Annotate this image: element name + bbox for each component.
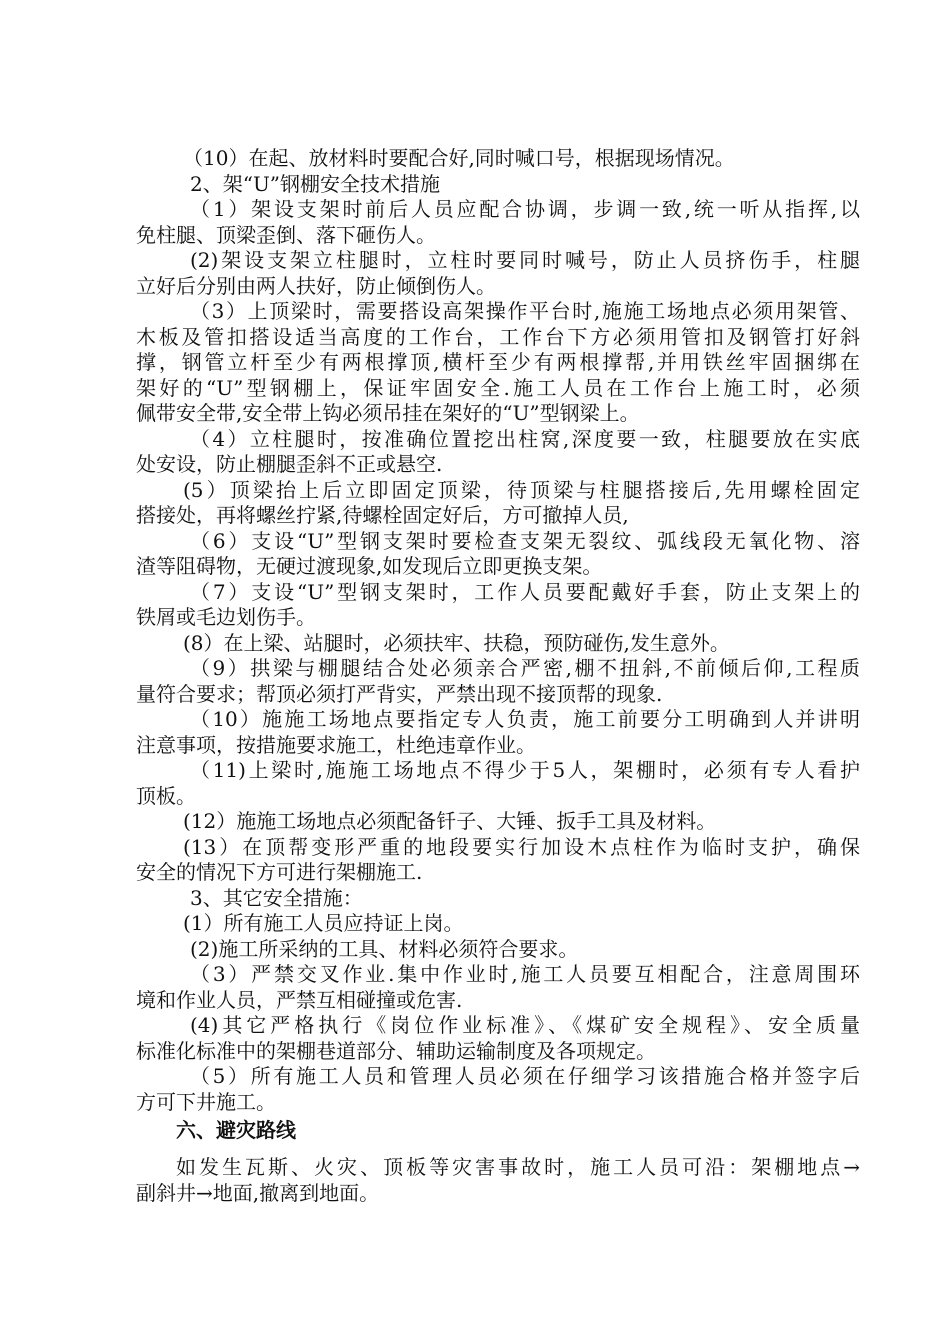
paragraph-line: 顶板。	[136, 783, 196, 808]
paragraph-line: (13）在顶帮变形严重的地段要实行加设木点柱作为临时支护，确保	[183, 834, 860, 859]
section-subheading: 2、架“U”钢棚安全技术措施	[190, 171, 441, 196]
section-heading: 六、避灾路线	[176, 1118, 296, 1142]
paragraph-line: 铁屑或毛边划伤手。	[136, 605, 316, 629]
paragraph-line: （11)上梁时,施施工场地点不得少于5人，架棚时，必须有专人看护	[190, 758, 860, 782]
paragraph-line: (2)架设支架立柱腿时，立柱时要同时喊号，防止人员挤伤手，柱腿	[190, 248, 860, 272]
paragraph-line: （9）拱梁与棚腿结合处必须亲合严密,棚不扭斜,不前倾后仰,工程质	[190, 656, 860, 680]
paragraph-line: 副斜井→地面,撤离到地面。	[136, 1180, 380, 1205]
paragraph-line: 注意事项，按措施要求施工，杜绝违章作业。	[136, 732, 536, 757]
paragraph-line: (2)施工所采纳的工具、材料必须符合要求。	[190, 936, 579, 961]
paragraph-line: （1）架设支架时前后人员应配合协调，步调一致,统一听从指挥,以	[190, 197, 860, 221]
paragraph-line: 渣等阻碍物，无硬过渡现象,如发现后立即更换支架。	[136, 554, 603, 578]
paragraph-line: 处安设，防止棚腿歪斜不正或悬空.	[136, 452, 443, 476]
document-body	[136, 146, 860, 1206]
paragraph-line: (5）顶梁抬上后立即固定顶梁，待顶梁与柱腿搭接后,先用螺栓固定	[183, 477, 860, 502]
paragraph-line: （10）施施工场地点要指定专人负责，施工前要分工明确到人并讲明	[190, 707, 860, 731]
paragraph-line: （3）上顶梁时，需要搭设高架操作平台时,施施工场地点必须用架管、	[190, 299, 860, 323]
paragraph-line: 量符合要求；帮顶必须打严背实，严禁出现不接顶帮的现象.	[136, 681, 663, 706]
paragraph-line: （3）严禁交叉作业.集中作业时,施工人员要互相配合，注意周围环	[190, 962, 860, 986]
paragraph-line: （4）立柱腿时，按准确位置挖出柱窝,深度要一致，柱腿要放在实底	[190, 426, 860, 451]
paragraph-line: 境和作业人员，严禁互相碰撞或危害.	[136, 987, 463, 1012]
paragraph-line: （5）所有施工人员和管理人员必须在仔细学习该措施合格并签字后	[190, 1064, 860, 1088]
paragraph-line: 标准化标准中的架棚巷道部分、辅助运输制度及各项规定。	[136, 1038, 656, 1063]
paragraph-line: (1）所有施工人员应持证上岗。	[183, 911, 464, 935]
paragraph-line: 撑，钢管立杆至少有两根撑顶,横杆至少有两根撑帮,并用铁丝牢固捆绑在	[136, 350, 860, 374]
paragraph-line: 木板及管扣搭设适当高度的工作台，工作台下方必须用管扣及钢管打好斜	[136, 324, 860, 349]
paragraph-line: 架好的“U”型钢棚上，保证牢固安全.施工人员在工作台上施工时，必须	[136, 375, 860, 400]
paragraph-line: 方可下井施工。	[136, 1089, 276, 1114]
paragraph-line: （7）支设“U”型钢支架时，工作人员要配戴好手套，防止支架上的	[190, 579, 860, 604]
section-subheading: 3、其它安全措施：	[190, 885, 363, 910]
paragraph-line: 佩带安全带,安全带上钩必须吊挂在架好的“U”型钢梁上。	[136, 401, 640, 425]
paragraph-line: 立好后分别由两人扶好，防止倾倒伤人。	[136, 273, 496, 298]
paragraph-line: (8）在上梁、站腿时，必须扶牢、扶稳，预防碰伤,发生意外。	[183, 630, 730, 655]
spacer	[136, 1146, 860, 1155]
paragraph-line: 安全的情况下方可进行架棚施工.	[136, 860, 423, 884]
paragraph-line: (4)其它严格执行《岗位作业标准》、《煤矿安全规程》、安全质量	[190, 1013, 860, 1037]
paragraph-line: （10）在起、放材料时要配合好,同时喊口号，根据现场情况。	[183, 146, 735, 170]
paragraph-line: (12）施施工场地点必须配备钎子、大锤、扳手工具及材料。	[183, 809, 717, 833]
paragraph-line: 如发生瓦斯、火灾、顶板等灾害事故时，施工人员可沿：架棚地点→	[176, 1155, 860, 1179]
paragraph-line: 免柱腿、顶梁歪倒、落下砸伤人。	[136, 222, 436, 247]
paragraph-line: 搭接处，再将螺丝拧紧,待螺栓固定好后，方可撤掉人员,	[136, 503, 629, 527]
paragraph-line: （6）支设“U”型钢支架时要检查支架无裂纹、弧线段无氧化物、溶	[190, 528, 860, 553]
